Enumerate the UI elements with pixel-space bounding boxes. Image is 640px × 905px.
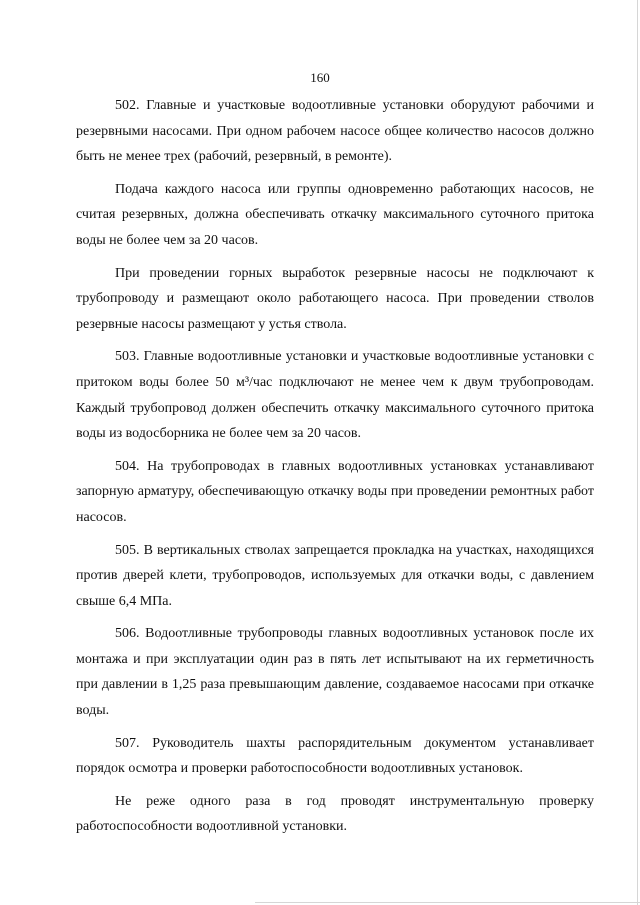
paragraph-506: 506. Водоотливные трубопроводы главных водоотливных установок после их монтажа и при эксплуатации один раз в пять лет испытывают на их герметичность при давлении в 1,25 раза превышающим давление, создаваемое насосами при откачке воды. [76,626,594,719]
paragraph-507: 507. Руководитель шахты распорядительным документом устанавливает порядок осмотра и проверки работоспособности водоотливных установок. [76,735,594,777]
paragraph-503: 503. Главные водоотливные установки и участковые водоотливные установки с притоком воды более 50 м³/час подключают не менее чем к двум трубопроводам. Каждый трубопровод должен обеспечить откачку максимального суточного притока воды из водосборника не более чем за 20 часов. [76,349,594,442]
page-number: 160 [310,70,330,85]
paragraph-502: 502. Главные и участковые водоотливные установки оборудуют рабочими и резервными насосами. При одном рабочем насосе общее количество насосов должно быть не менее трех (рабочий, резервный, в ремонте). [76,98,594,165]
paragraph-pump-capacity: Подача каждого насоса или группы одновременно работающих насосов, не считая резервных, должна обеспечивать откачку максимального суточного притока воды не более чем за 20 часов. [76,181,594,248]
scan-edge-line [637,0,638,905]
document-body [76,93,594,847]
paragraph-505: 505. В вертикальных стволах запрещается прокладка на участках, находящихся против дверей клети, трубопроводов, используемых для откачки воды, с давлением свыше 6,4 МПа. [76,542,594,609]
paragraph-reserve-pumps: При проведении горных выработок резервные насосы не подключают к трубопроводу и размещают около работающего насоса. При проведении стволов резервные насосы размещают у устья ствола. [76,265,594,332]
paragraph-504: 504. На трубопроводах в главных водоотливных установках устанавливают запорную арматуру, обеспечивающую откачку воды при проведении ремонтных работ насосов. [76,458,594,525]
paragraph-annual-check: Не реже одного раза в год проводят инструментальную проверку работоспособности водоотливной установки. [76,793,594,835]
scan-edge-line-bottom [255,902,640,903]
